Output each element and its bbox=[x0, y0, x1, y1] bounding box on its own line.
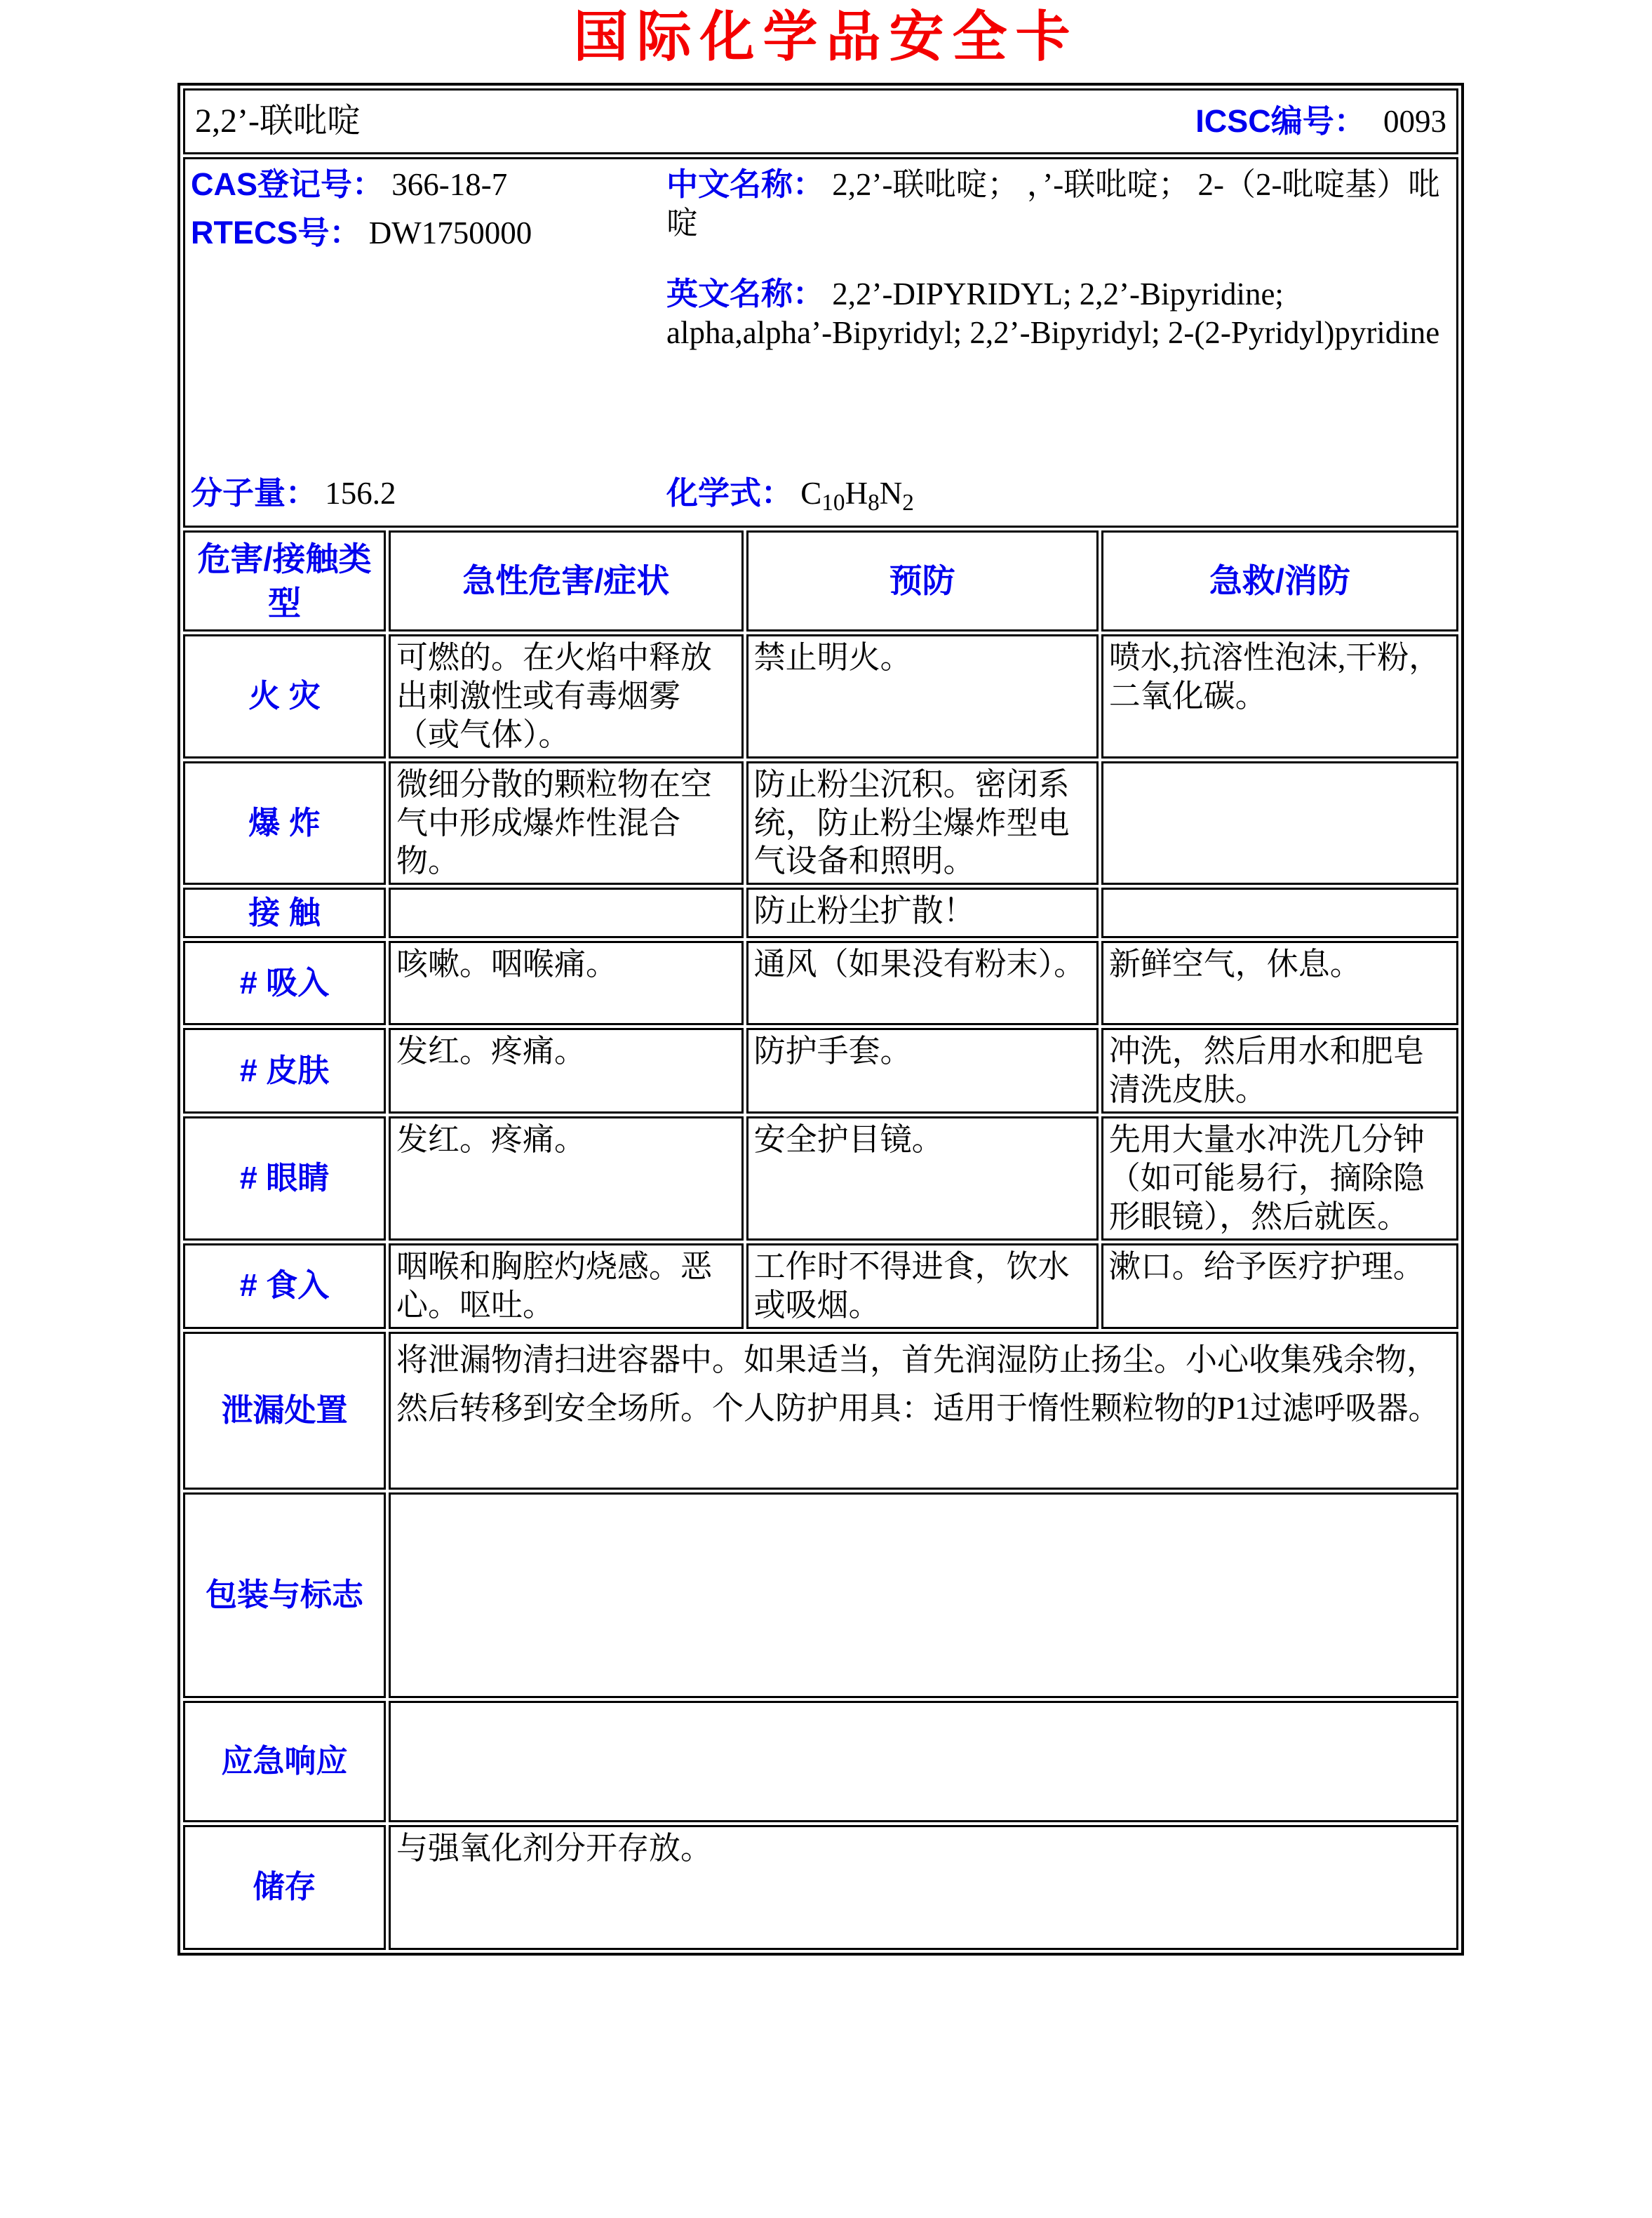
header-symptoms: 急性危害/症状 bbox=[389, 530, 744, 632]
identity-row bbox=[183, 157, 1458, 528]
icsc-number-value: 0093 bbox=[1383, 103, 1446, 139]
fire-response: 喷水,抗溶性泡沫,干粉，二氧化碳。 bbox=[1101, 634, 1458, 759]
cas-number-label: CAS登记号： bbox=[191, 166, 384, 202]
packaging-label: 包装与标志 bbox=[183, 1492, 386, 1698]
contact-response bbox=[1101, 888, 1458, 938]
hazard-row-explosion bbox=[183, 761, 1458, 886]
hazard-row-skin bbox=[183, 1028, 1458, 1114]
storage-content: 与强氧化剂分开存放。 bbox=[389, 1825, 1458, 1950]
chinese-names-label: 中文名称： bbox=[666, 166, 825, 202]
english-names-label: 英文名称： bbox=[666, 275, 825, 312]
row-emergency bbox=[183, 1701, 1458, 1822]
eyes-prevention: 安全护目镜。 bbox=[746, 1116, 1099, 1241]
row-spillage bbox=[183, 1332, 1458, 1490]
ingestion-response: 漱口。给予医疗护理。 bbox=[1101, 1243, 1458, 1329]
chemical-formula: $C_{10}H_8N_2$ bbox=[800, 476, 914, 516]
explosion-response bbox=[1101, 761, 1458, 886]
fire-prevention: 禁止明火。 bbox=[746, 634, 1099, 759]
packaging-content bbox=[389, 1492, 1458, 1698]
rtecs-number-value: DW1750000 bbox=[368, 215, 532, 250]
contact-prevention: 防止粉尘扩散！ bbox=[746, 888, 1099, 938]
hazard-row-eyes bbox=[183, 1116, 1458, 1241]
skin-prevention: 防护手套。 bbox=[746, 1028, 1099, 1114]
eyes-response: 先用大量水冲洗几分钟（如可能易行，摘除隐形眼镜），然后就医。 bbox=[1101, 1116, 1458, 1241]
chemical-formula-line bbox=[666, 474, 1451, 516]
explosion-label: 爆 炸 bbox=[183, 761, 386, 886]
chemical-formula-label: 化学式： bbox=[666, 475, 793, 512]
emergency-label: 应急响应 bbox=[183, 1701, 386, 1822]
inhalation-prevention: 通风（如果没有粉末）。 bbox=[746, 941, 1099, 1025]
ingestion-label: # 食入 bbox=[183, 1243, 386, 1329]
english-names-line bbox=[666, 275, 1451, 352]
rtecs-number-line bbox=[191, 214, 666, 253]
icsc-card-table bbox=[177, 83, 1464, 1956]
rtecs-number-label: RTECS号： bbox=[191, 214, 361, 250]
chinese-names-line bbox=[666, 166, 1451, 243]
icsc-number bbox=[1195, 102, 1446, 141]
row-packaging bbox=[183, 1492, 1458, 1698]
inhalation-symptoms: 咳嗽。咽喉痛。 bbox=[389, 941, 744, 1025]
hazard-header-row bbox=[183, 530, 1458, 632]
molecular-weight-value: 156.2 bbox=[325, 476, 396, 512]
spillage-label: 泄漏处置 bbox=[183, 1332, 386, 1490]
hazard-row-inhalation bbox=[183, 941, 1458, 1025]
fire-label: 火 灾 bbox=[183, 634, 386, 759]
storage-label: 储存 bbox=[183, 1825, 386, 1950]
cas-number-line bbox=[191, 166, 666, 204]
eyes-label: # 眼睛 bbox=[183, 1116, 386, 1241]
identity-cell bbox=[183, 157, 1458, 528]
name-row bbox=[183, 88, 1458, 154]
row-storage bbox=[183, 1825, 1458, 1950]
skin-label: # 皮肤 bbox=[183, 1028, 386, 1114]
skin-response: 冲洗，然后用水和肥皂清洗皮肤。 bbox=[1101, 1028, 1458, 1114]
molecular-weight-line bbox=[191, 474, 666, 513]
inhalation-label: # 吸入 bbox=[183, 941, 386, 1025]
hazard-row-ingestion bbox=[183, 1243, 1458, 1329]
contact-label: 接 触 bbox=[183, 888, 386, 938]
page-title: 国际化学品安全卡 bbox=[573, 6, 1079, 67]
ingestion-prevention: 工作时不得进食，饮水或吸烟。 bbox=[746, 1243, 1099, 1329]
english-names-value: 2,2’-DIPYRIDYL; 2,2’-Bipyridine; alpha,alpha’-Bipyridyl; 2,2’-Bipyridyl; 2-(2-Pyridyl)pyridine bbox=[666, 276, 1440, 350]
header-hazard-type: 危害/接触类型 bbox=[183, 530, 386, 632]
emergency-content bbox=[389, 1701, 1458, 1822]
fire-symptoms: 可燃的。在火焰中释放出刺激性或有毒烟雾（或气体）。 bbox=[389, 634, 744, 759]
icsc-number-label: ICSC编号： bbox=[1195, 102, 1366, 139]
name-cell bbox=[183, 88, 1458, 154]
molecular-weight-label: 分子量： bbox=[191, 475, 318, 512]
spillage-content: 将泄漏物清扫进容器中。如果适当，首先润湿防止扬尘。小心收集残余物，然后转移到安全场所。个人防护用具：适用于惰性颗粒物的P1过滤呼吸器。 bbox=[389, 1332, 1458, 1490]
hazard-row-contact bbox=[183, 888, 1458, 938]
header-prevention: 预防 bbox=[746, 530, 1099, 632]
header-firstaid: 急救/消防 bbox=[1101, 530, 1458, 632]
inhalation-response: 新鲜空气，休息。 bbox=[1101, 941, 1458, 1025]
skin-symptoms: 发红。疼痛。 bbox=[389, 1028, 744, 1114]
hazard-row-fire bbox=[183, 634, 1458, 759]
contact-symptoms bbox=[389, 888, 744, 938]
explosion-symptoms: 微细分散的颗粒物在空气中形成爆炸性混合物。 bbox=[389, 761, 744, 886]
chinese-names-value: 2,2’-联吡啶； ，’-联吡啶； 2-（2-吡啶基）吡啶 bbox=[666, 167, 1440, 241]
explosion-prevention: 防止粉尘沉积。密闭系统，防止粉尘爆炸型电气设备和照明。 bbox=[746, 761, 1099, 886]
eyes-symptoms: 发红。疼痛。 bbox=[389, 1116, 744, 1241]
ingestion-symptoms: 咽喉和胸腔灼烧感。恶心。呕吐。 bbox=[389, 1243, 744, 1329]
cas-number-value: 366-18-7 bbox=[391, 167, 508, 202]
chemical-name: 2,2’-联吡啶 bbox=[195, 102, 361, 140]
